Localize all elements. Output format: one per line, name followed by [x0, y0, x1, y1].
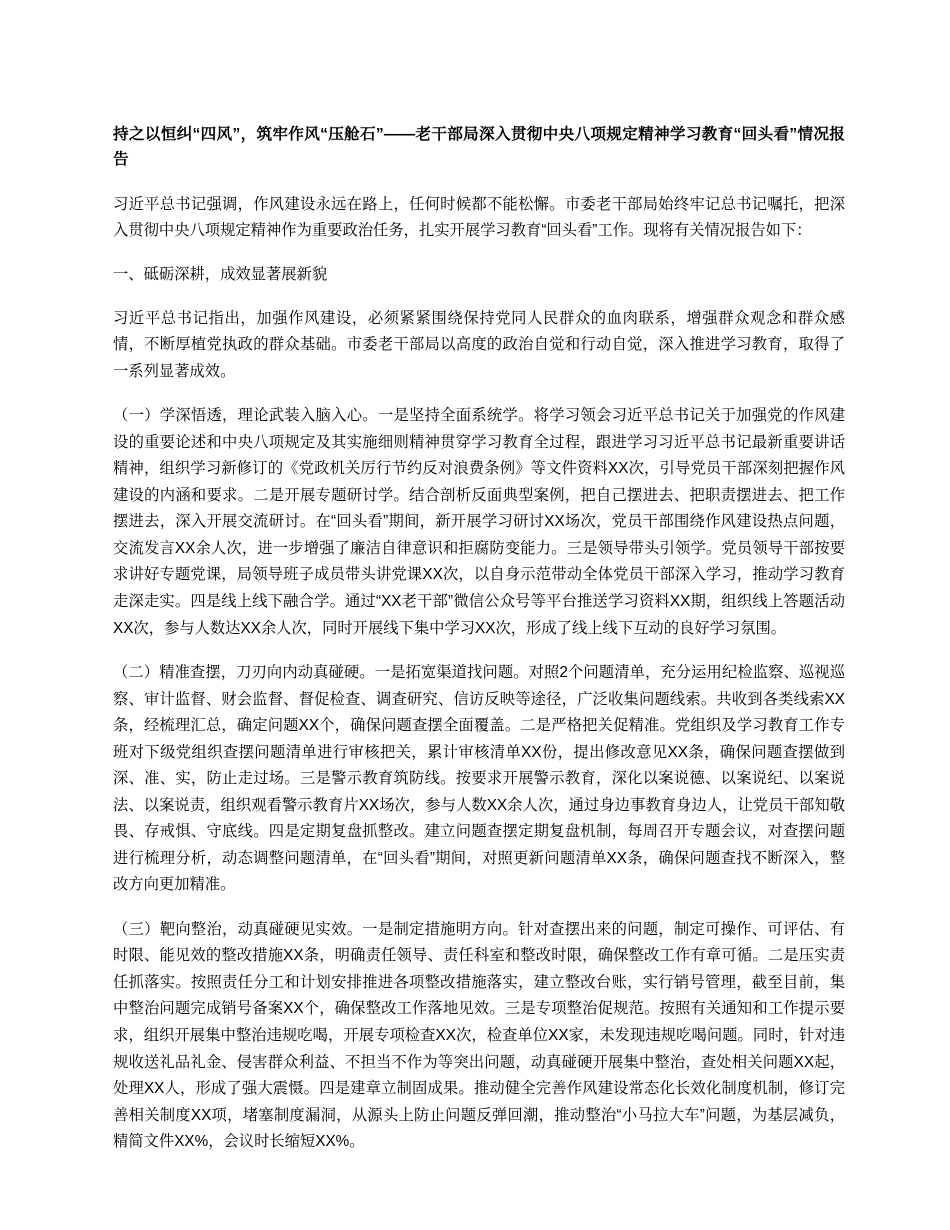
document-title: 持之以恒纠“四风”，筑牢作风“压舱石”——老干部局深入贯彻中央八项规定精神学习教育“回头看”情况报告	[113, 126, 845, 168]
subsection-one-paragraph: （一）学深悟透，理论武装入脑入心。一是坚持全面系统学。将学习领会习近平总书记关于加强党的作风建设的重要论述和中央八项规定及其实施细则精神贯穿学习教育全过程，跟进学习习近平总书记最新重要讲话精神，组织学习新修订的《党政机关厉行节约反对浪费条例》等文件资料XX次，引导党员干部深刻把握作风建设的内涵和要求。二是开展专题研讨学。结合剖析反面典型案例，把自己摆进去、把职责摆进去、把工作摆进去，深入开展交流研讨。在“回头看”期间，新开展学习研讨XX场次，党员干部围绕作风建设热点问题，交流发言XX余人次，进一步增强了廉洁自律意识和拒腐防变能力。三是领导带头引领学。党员领导干部按要求讲好专题党课，局领导班子成员带头讲党课XX次，以自身示范带动全体党员干部深入学习，推动学习教育走深走实。四是线上线下融合学。通过“XX老干部”微信公众号等平台推送学习资料XX期，组织线上答题活动XX次，参与人数达XX余人次，同时开展线下集中学习XX次，形成了线上线下互动的良好学习氛围。	[113, 407, 845, 637]
subsection-three-paragraph: （三）靶向整治，动真碰硬见实效。一是制定措施明方向。针对查摆出来的问题，制定可操作、可评估、有时限、能见效的整改措施XX条，明确责任领导、责任科室和整改时限，确保整改工作有章可循。二是压实责任抓落实。按照责任分工和计划安排推进各项整改措施落实，建立整改台账，实行销号管理，截至目前，集中整治问题完成销号备案XX个，确保整改工作落地见效。三是专项整治促规范。按照有关通知和工作提示要求，组织开展集中整治违规吃喝，开展专项检查XX次，检查单位XX家，未发现违规吃喝问题。同时，针对违规收送礼品礼金、侵害群众利益、不担当不作为等突出问题，动真碰硬开展集中整治，查处相关问题XX起，处理XX人，形成了强大震慑。四是建章立制固成果。推动健全完善作风建设常态化长效化制度机制，修订完善相关制度XX项，堵塞制度漏洞，从源头上防止问题反弹回潮，推动整治“小马拉大车”问题，为基层减负，精简文件XX%，会议时长缩短XX%。	[113, 920, 845, 1151]
section-heading-one: 一、砥砺深耕，成效显著展新貌	[113, 265, 328, 283]
intro-paragraph: 习近平总书记强调，作风建设永远在路上，任何时候都不能松懈。市委老干部局始终牢记总书记嘱托，把深入贯彻中央八项规定精神作为重要政治任务，扎实开展学习教育“回头看”工作。现将有关情况报告如下：	[113, 195, 845, 240]
subsection-two-paragraph: （二）精准查摆，刀刃向内动真碰硬。一是拓宽渠道找问题。对照2个问题清单，充分运用纪检监察、巡视巡察、审计监督、财会监督、督促检查、调查研究、信访反映等途径，广泛收集问题线索。共收到各类线索XX条，经梳理汇总，确定问题XX个，确保问题查摆全面覆盖。二是严格把关促精准。党组织及学习教育工作专班对下级党组织查摆问题清单进行审核把关，累计审核清单XX份，提出修改意见XX条，确保问题查摆做到深、准、实，防止走过场。三是警示教育筑防线。按要求开展警示教育，深化以案说德、以案说纪、以案说法、以案说责，组织观看警示教育片XX场次，参与人数XX余人次，通过身边事教育身边人，让党员干部知敬畏、存戒惧、守底线。四是定期复盘抓整改。建立问题查摆定期复盘机制，每周召开专题会议，对查摆问题进行梳理分析，动态调整问题清单，在“回头看”期间，对照更新问题清单XX条，确保问题查找不断深入，整改方向更加精准。	[113, 664, 845, 894]
section-one-lead-paragraph: 习近平总书记指出，加强作风建设，必须紧紧围绕保持党同人民群众的血肉联系，增强群众观念和群众感情，不断厚植党执政的群众基础。市委老干部局以高度的政治自觉和行动自觉，深入推进学习教育，取得了一系列显著成效。	[113, 309, 845, 380]
